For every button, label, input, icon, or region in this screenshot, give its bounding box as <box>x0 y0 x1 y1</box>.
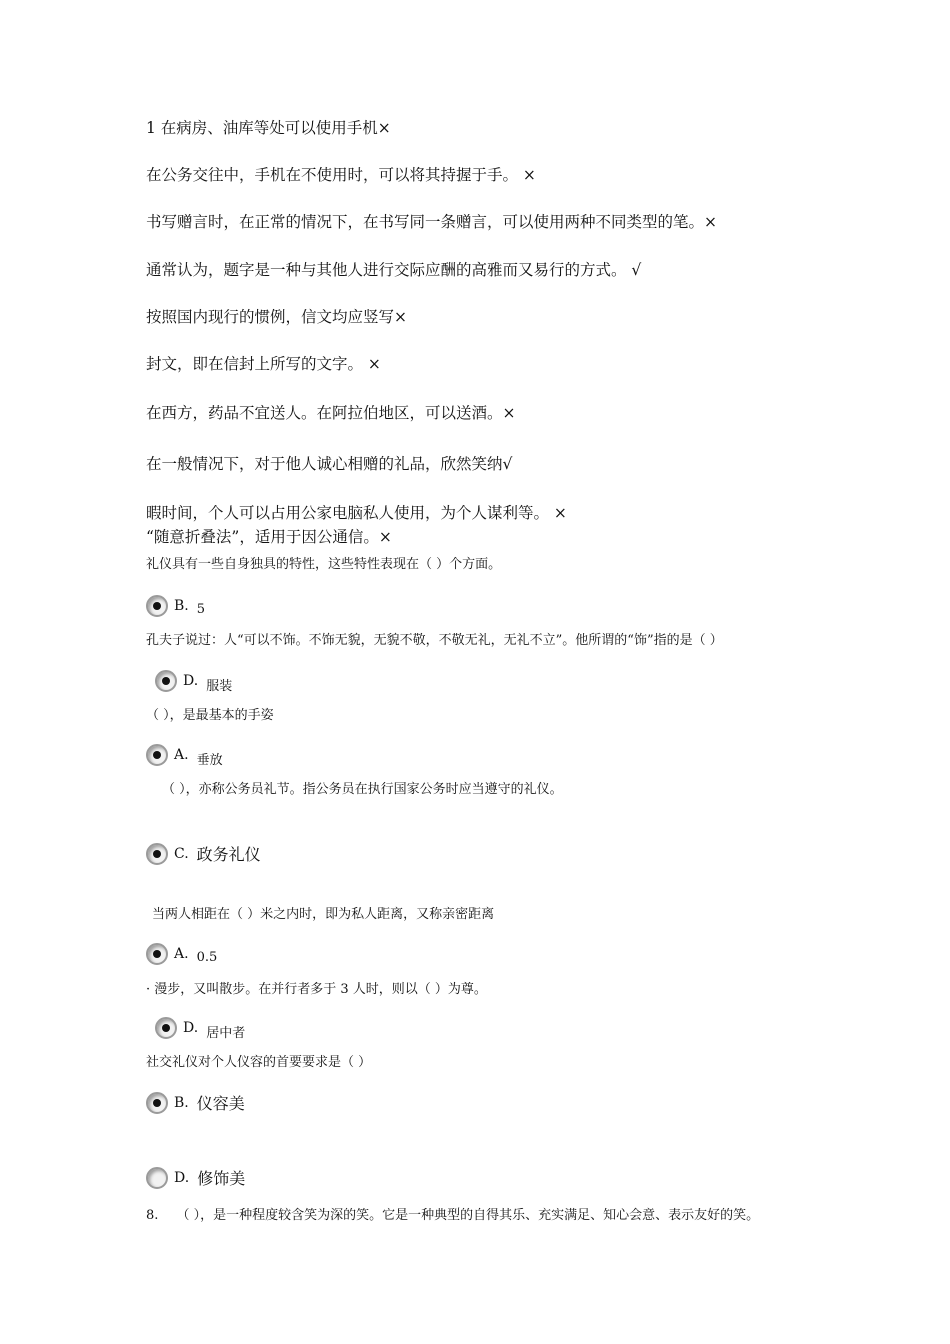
radio-selected-icon[interactable] <box>146 843 168 865</box>
question-3: （ ），是最基本的手姿 <box>146 708 274 723</box>
judgment-4: 通常认为，题字是一种与其他人进行交际应酬的高雅而又易行的方式。 √ <box>146 261 642 279</box>
option-text: 仪容美 <box>196 1094 245 1113</box>
judgment-3: 书写赠言时，在正常的情况下，在书写同一条赠言，可以使用两种不同类型的笔。× <box>146 213 717 231</box>
answer-option-2[interactable] <box>155 670 232 692</box>
judgment-9: 暇时间，个人可以占用公家电脑私人使用，为个人谋利等。 × <box>146 504 567 522</box>
judgment-1: 1 在病房、油库等处可以使用手机× <box>146 119 391 137</box>
radio-unselected-icon[interactable] <box>146 1167 168 1189</box>
option-text: 居中者 <box>206 1025 246 1041</box>
option-text: 服装 <box>206 678 233 694</box>
option-letter: D. <box>183 673 199 689</box>
option-letter: C. <box>174 845 189 862</box>
option-text: 5 <box>196 601 206 617</box>
option-letter: D. <box>183 1020 199 1036</box>
question-8 <box>146 1206 759 1226</box>
question-5: 当两人相距在（ ）米之内时，即为私人距离，又称亲密距离 <box>152 907 495 922</box>
answer-option-7[interactable] <box>146 1091 245 1114</box>
option-text: 垂放 <box>196 752 223 768</box>
radio-selected-icon[interactable] <box>146 1092 168 1114</box>
option-letter: A. <box>174 747 189 763</box>
question-7: 社交礼仪对个人仪容的首要要求是（ ） <box>146 1055 372 1070</box>
answer-option-3[interactable] <box>146 744 223 766</box>
question-text: （ ），是一种程度较含笑为深的笑。它是一种典型的自得其乐、充实满足、知心会意、表示友好的笑。 <box>176 1208 760 1223</box>
question-number: 8. <box>146 1208 159 1223</box>
option-text: 政务礼仪 <box>196 845 261 864</box>
question-6: · 漫步，又叫散步。在并行者多于 3 人时，则以（ ）为尊。 <box>146 982 487 997</box>
question-1: 礼仪具有一些自身独具的特性，这些特性表现在（ ）个方面。 <box>146 557 502 572</box>
answer-option-1[interactable] <box>146 595 205 617</box>
radio-selected-icon[interactable] <box>146 943 168 965</box>
judgment-7: 在西方，药品不宜送人。在阿拉伯地区，可以送酒。× <box>146 404 516 422</box>
option-text: 修饰美 <box>197 1169 246 1188</box>
radio-selected-icon[interactable] <box>155 1017 177 1039</box>
radio-selected-icon[interactable] <box>146 744 168 766</box>
option-letter: A. <box>174 946 189 962</box>
answer-option-6[interactable] <box>155 1017 245 1039</box>
answer-option-8[interactable] <box>146 1166 245 1189</box>
answer-option-4[interactable] <box>146 842 261 865</box>
question-4: （ ），亦称公务员礼节。指公务员在执行国家公务时应当遵守的礼仪。 <box>162 782 563 797</box>
radio-selected-icon[interactable] <box>155 670 177 692</box>
answer-option-5[interactable] <box>146 943 217 965</box>
option-letter: D. <box>174 1169 190 1186</box>
judgment-2: 在公务交往中，手机在不使用时，可以将其持握于手。 × <box>146 166 536 184</box>
judgment-6: 封文，即在信封上所写的文字。 × <box>146 355 381 373</box>
judgment-8: 在一般情况下，对于他人诚心相赠的礼品，欣然笑纳√ <box>146 455 513 473</box>
judgment-10: “随意折叠法”，适用于因公通信。× <box>146 528 392 546</box>
option-letter: B. <box>174 1094 189 1111</box>
option-letter: B. <box>174 598 189 614</box>
option-text: 0.5 <box>196 949 218 965</box>
question-2: 孔夫子说过：人“可以不饰。不饰无貌，无貌不敬，不敬无礼，无礼不立”。他所谓的“饰”指的是（ ） <box>146 633 723 648</box>
judgment-5: 按照国内现行的惯例，信文均应竖写× <box>146 308 407 326</box>
radio-selected-icon[interactable] <box>146 595 168 617</box>
